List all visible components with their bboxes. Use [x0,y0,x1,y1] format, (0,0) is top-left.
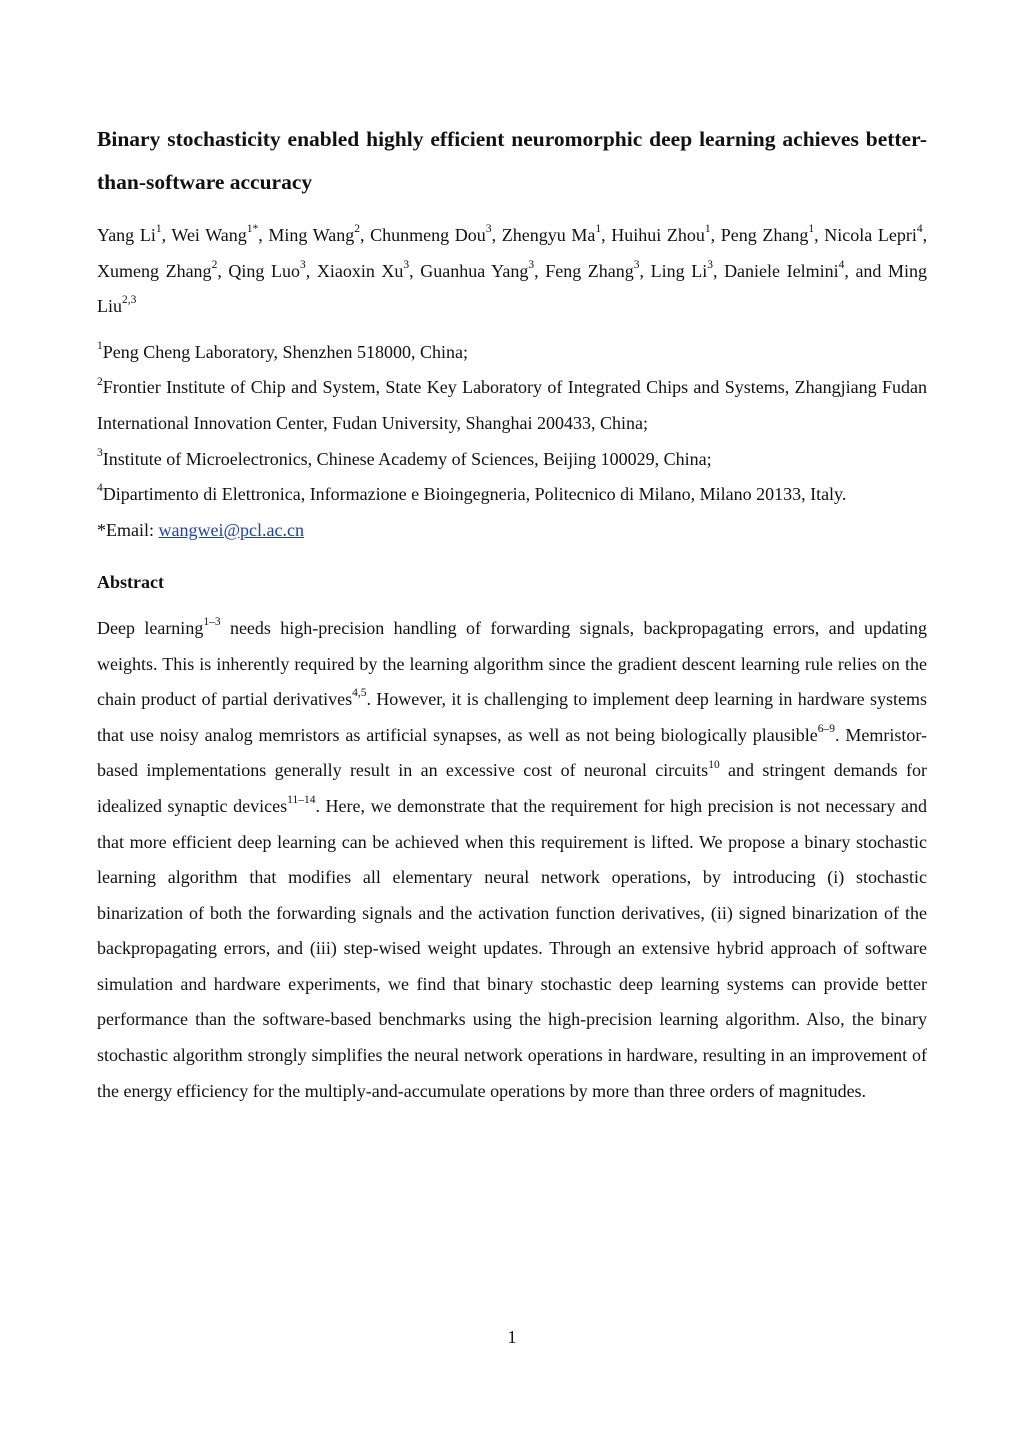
citation-reference: 6–9 [817,723,835,735]
author-separator: , [360,225,371,245]
email-link[interactable]: wangwei@pcl.ac.cn [158,519,305,540]
affiliation-text: Institute of Microelectronics, Chinese Academy of Sciences, Beijing 100029, China; [102,448,712,469]
author-affiliation-marker: 3 [300,258,306,271]
author-affiliation-marker: 1 [808,223,815,236]
affiliation-number: 1 [97,340,103,353]
author-name: Huihui Zhou [611,225,705,245]
abstract-body [97,611,927,1109]
author-affiliation-marker: 1 [704,223,711,236]
author-separator: , [922,225,928,245]
affiliation-list [97,335,927,513]
author-name: Ming Wang [268,225,355,245]
affiliation-number: 2 [97,375,103,388]
author-separator: , [601,225,612,245]
affiliation-text: Dipartimento di Elettronica, Informazione e Bioingegneria, Politecnico di Milano, Milano 20133, Italy. [102,484,847,505]
author-separator: , [305,260,317,281]
affiliations [97,335,927,549]
author-name: Ming Liu [97,260,928,317]
author-name: Peng Zhang [720,225,809,245]
affiliation-item [97,477,927,513]
author-name: Xiaoxin Xu [316,260,404,281]
author-affiliation-marker: 4 [916,223,923,236]
author-affiliation-marker: 2 [354,223,361,236]
abstract-text: and stringent demands for idealized synaptic devices [97,760,928,816]
author-name: Nicola Lepri [824,225,917,245]
author-affiliation-marker: 2,3 [122,294,137,307]
author-separator: , [814,225,825,245]
abstract-text: . Memristor-based implementations generally result in an excessive cost of neuronal circuits [97,724,927,781]
citation-reference: 11–14 [287,794,316,807]
author-name: Chunmeng Dou [370,225,486,245]
author-affiliation-marker: 4 [838,258,845,271]
author-separator: , [639,260,651,281]
author-affiliation-marker: 1 [595,223,602,236]
citation-reference: 1–3 [203,616,221,629]
author-affiliation-marker: 3 [403,258,410,271]
author-name: Xumeng Zhang [97,260,212,281]
author-separator: , [258,225,269,245]
author-separator: , [534,260,546,281]
page-number: 1 [507,1327,517,1347]
affiliation-item [97,370,927,441]
author-name: Guanhua Yang [420,260,529,281]
author-name: Ling Li [650,260,708,281]
author-affiliation-marker: 3 [485,223,492,236]
author-affiliation-marker: 3 [707,258,713,271]
author-name: Wei Wang [171,225,247,245]
abstract-text: . Here, we demonstrate that the requirement for high precision is not necessary and that more efficient deep learning can be achieved when this requirement is lifted. We propose a binary stochastic learning algorithm that modifies all elementary neural network operations, by introducing (i) stochastic binarization of both the forwarding signals and the activation function derivatives, (ii) signed binarization of the backpropagating errors, and (iii) step-wised weight updates. Through an extensive hybrid approach of software simulation and hardware experiments, we find that binary stochastic deep learning systems can provide better performance than the software-based benchmarks using the high-precision learning algorithm. Also, the binary stochastic algorithm strongly simplifies the neural network operations in hardware, resulting in an improvement of the energy efficiency for the multiply-and-accumulate operations by more than three orders of magnitudes. [97,795,928,1101]
abstract-text: . However, it is challenging to implement deep learning in hardware systems that use noisy analog memristors as artificial synapses, as well as not being biologically plausible [97,689,927,745]
author-separator: , [409,260,421,281]
author-affiliation-marker: 3 [633,258,640,271]
author-affiliation-marker: 2 [211,258,218,271]
affiliation-number: 4 [97,482,103,495]
affiliation-item [97,442,927,478]
citation-reference: 4,5 [352,687,367,700]
author-separator: , [491,225,502,245]
author-separator: , and [844,260,889,281]
author-affiliation-marker: 3 [528,258,535,271]
author-separator: , [161,225,172,245]
email-label: *Email: [97,519,159,540]
author-name: Feng Zhang [545,260,634,281]
author-separator: , [712,260,725,281]
paper-title: Binary stochasticity enabled highly efficient neuromorphic deep learning achieves better-than-software accuracy [97,127,927,194]
email-line [97,513,927,549]
author-name: Daniele Ielmini [724,260,839,281]
citation-reference: 10 [708,758,720,771]
abstract-text: needs high-precision handling of forwarding signals, backpropagating errors, and updating weights. This is inherently required by the learning algorithm since the gradient descent learning rule relies on the chain product of partial derivatives [97,617,928,710]
author-separator: , [710,225,721,245]
author-list [97,218,927,325]
abstract-heading: Abstract [97,572,164,593]
author-affiliation-marker: 1* [246,223,259,236]
abstract-text: Deep learning [97,617,204,638]
author-separator: , [217,260,229,281]
affiliation-text: Frontier Institute of Chip and System, State Key Laboratory of Integrated Chips and Systems, Zhangjiang Fudan International Innovation Center, Fudan University, Shanghai 200433, China; [97,377,927,433]
author-name: Zhengyu Ma [501,225,596,245]
author-name: Yang Li [97,225,156,245]
author-affiliation-marker: 1 [155,223,162,236]
affiliation-number: 3 [97,446,103,459]
paper-page [97,118,927,1109]
affiliation-text: Peng Cheng Laboratory, Shenzhen 518000, China; [102,341,469,362]
author-name: Qing Luo [228,260,300,281]
affiliation-item [97,335,927,371]
